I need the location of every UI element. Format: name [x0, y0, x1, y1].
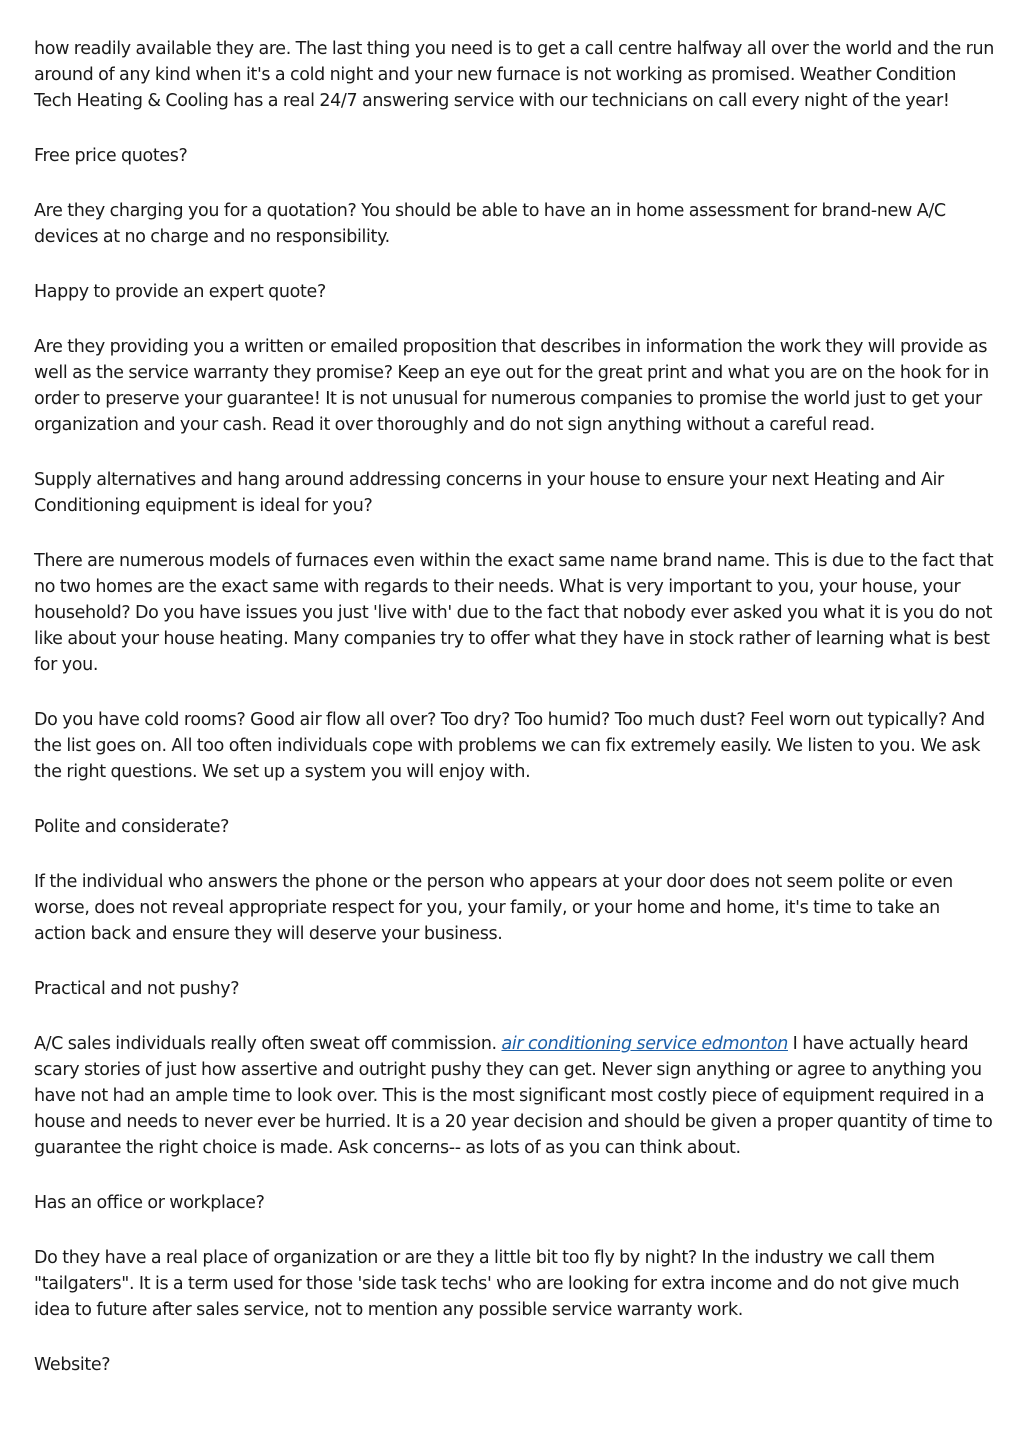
paragraph-sales-commission — [34, 1031, 994, 1161]
link-air-conditioning-service-edmonton[interactable]: air conditioning service edmonton — [501, 1034, 788, 1054]
paragraph-sales-commission-after: I have actually heard scary stories of just how assertive and outright pushy they can get. Never sign anything or agree to anything you have not had an ample time to look over. This is the most significant most costly piece of equipment required in a house and needs to never ever be hurried. It is a 20 year decision and should be given a proper quantity of time to guarantee the right choice is made. Ask concerns-- as lots of as you can think about. — [34, 1034, 993, 1158]
paragraph-cold-rooms: Do you have cold rooms? Good air flow all over? Too dry? Too humid? Too much dust? Feel worn out typically? And the list goes on. All too often individuals cope with problems we can fix extremely easily. We listen to you. We ask the right questions. We set up a system you will enjoy with. — [34, 710, 985, 782]
heading-practical-not-pushy: Practical and not pushy? — [34, 979, 240, 999]
paragraph-quotation-charge: Are they charging you for a quotation? You should be able to have an in home assessment for brand-new A/C devices at no charge and no responsibility. — [34, 201, 946, 247]
paragraph-furnace-availability: how readily available they are. The last thing you need is to get a call centre halfway all over the world and the run around of any kind when it's a cold night and your new furnace is not working as promised. Weather Condition Tech Heating & Cooling has a real 24/7 answering service with our technicians on call every night of the year! — [34, 39, 995, 111]
heading-polite-considerate: Polite and considerate? — [34, 817, 230, 837]
paragraph-sales-commission-before: A/C sales individuals really often sweat off commission. — [34, 1034, 502, 1054]
heading-free-price-quotes: Free price quotes? — [34, 146, 188, 166]
paragraph-respect: If the individual who answers the phone or the person who appears at your door does not seem polite or even worse, does not reveal appropriate respect for you, your family, or your home and home, it's time to take an action back and ensure they will deserve your business. — [34, 872, 953, 944]
paragraph-written-proposition: Are they providing you a written or emailed proposition that describes in information the work they will provide as well as the service warranty they promise? Keep an eye out for the great print and what you are on the hook for in order to preserve your guarantee! It is not unusual for numerous companies to promise the world just to get your organization and your cash. Read it over thoroughly and do not sign anything without a careful read. — [34, 337, 989, 435]
paragraph-supply-alternatives: Supply alternatives and hang around addressing concerns in your house to ensure your next Heating and Air Conditioning equipment is ideal for you? — [34, 470, 944, 516]
paragraph-furnace-models: There are numerous models of furnaces even within the exact same name brand name. This is due to the fact that no two homes are the exact same with regards to their needs. What is very important to you, your house, your household? Do you have issues you just 'live with' due to the fact that nobody ever asked you what it is you do not like about your house heating. Many companies try to offer what they have in stock rather of learning what is best for you. — [34, 551, 994, 675]
paragraph-tailgaters: Do they have a real place of organization or are they a little bit too fly by night? In the industry we call them "tailgaters". It is a term used for those 'side task techs' who are looking for extra income and do not give much idea to future after sales service, not to mention any possible service warranty work. — [34, 1248, 960, 1320]
heading-office-workplace: Has an office or workplace? — [34, 1193, 265, 1213]
heading-expert-quote: Happy to provide an expert quote? — [34, 282, 326, 302]
document-body — [34, 36, 994, 1407]
heading-website: Website? — [34, 1355, 111, 1375]
